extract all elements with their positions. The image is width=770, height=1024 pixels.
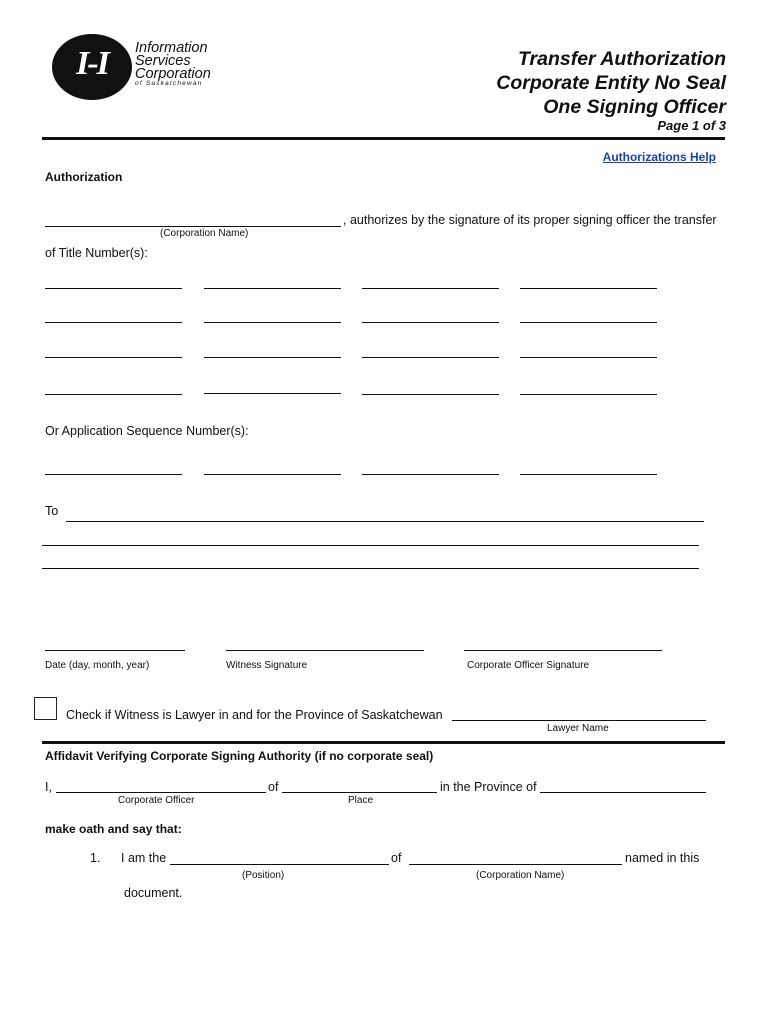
title-number-field[interactable]: [204, 322, 341, 323]
place-field[interactable]: [282, 792, 437, 793]
logo-mark: I-I: [76, 45, 108, 82]
position-caption: (Position): [242, 870, 285, 881]
title-number-field[interactable]: [45, 322, 182, 323]
lawyer-name-field[interactable]: [452, 720, 706, 721]
application-sequence-field[interactable]: [362, 474, 499, 475]
application-sequence-field[interactable]: [520, 474, 657, 475]
affidavit-of-label: of: [268, 780, 279, 794]
title-number-field[interactable]: [362, 394, 499, 395]
transferee-field-line-1[interactable]: [66, 521, 704, 522]
title-number-field[interactable]: [362, 322, 499, 323]
position-field[interactable]: [170, 864, 389, 865]
application-sequence-field[interactable]: [45, 474, 182, 475]
oath-statement: make oath and say that:: [45, 822, 182, 836]
affidavit-i-label: I,: [45, 780, 52, 794]
form-subtitle-officer: One Signing Officer: [543, 96, 726, 118]
to-label: To: [45, 504, 59, 518]
lawyer-name-caption: Lawyer Name: [547, 723, 609, 734]
application-sequence-label: Or Application Sequence Number(s):: [45, 424, 249, 438]
logo-line-saskatchewan: of Saskatchewan: [135, 80, 203, 87]
title-number-field[interactable]: [45, 394, 182, 395]
title-number-field[interactable]: [362, 357, 499, 358]
authorization-heading: Authorization: [45, 170, 123, 184]
affidavit-province-label: in the Province of: [440, 780, 537, 794]
witness-is-lawyer-label: Check if Witness is Lawyer in and for the Province of Saskatchewan: [66, 708, 443, 722]
title-number-field[interactable]: [520, 394, 657, 395]
item-text: I am the: [121, 851, 167, 865]
corporate-officer-signature-field[interactable]: [464, 650, 662, 651]
witness-signature-field[interactable]: [226, 650, 424, 651]
title-number-field[interactable]: [204, 357, 341, 358]
title-number-field[interactable]: [45, 357, 182, 358]
corporation-name-caption: (Corporation Name): [160, 228, 249, 239]
corporation-name-field[interactable]: [45, 226, 341, 227]
title-number-field[interactable]: [204, 393, 341, 394]
title-number-field[interactable]: [362, 288, 499, 289]
logo-line-corporation: Corporation: [135, 66, 211, 82]
form-subtitle-entity: Corporate Entity No Seal: [496, 72, 726, 94]
item-corporation-caption: (Corporation Name): [476, 870, 565, 881]
title-number-field[interactable]: [520, 288, 657, 289]
item-of-label: of: [391, 851, 402, 865]
application-sequence-field[interactable]: [204, 474, 341, 475]
corporate-officer-name-field[interactable]: [56, 792, 266, 793]
affidavit-heading: Affidavit Verifying Corporate Signing Authority (if no corporate seal): [45, 749, 434, 763]
transferee-field-line-2[interactable]: [42, 545, 699, 546]
title-number-field[interactable]: [45, 288, 182, 289]
page-indicator: Page 1 of 3: [657, 118, 726, 133]
transferee-field-line-3[interactable]: [42, 568, 699, 569]
date-field[interactable]: [45, 650, 185, 651]
item-named-label: named in this: [625, 851, 700, 865]
title-number-field[interactable]: [520, 322, 657, 323]
corporate-officer-caption: Corporate Officer: [118, 795, 195, 806]
header-divider: [42, 137, 725, 140]
affidavit-divider: [42, 741, 725, 744]
authorizations-help-link[interactable]: Authorizations Help: [602, 150, 716, 164]
province-field[interactable]: [540, 792, 706, 793]
logo-line-information: Information: [135, 40, 208, 56]
item-corporation-name-field[interactable]: [409, 864, 622, 865]
authorization-sentence: , authorizes by the signature of its proper signing officer the transfer: [343, 213, 717, 227]
date-caption: Date (day, month, year): [45, 660, 150, 671]
title-number-field[interactable]: [204, 288, 341, 289]
witness-signature-caption: Witness Signature: [226, 660, 308, 671]
document-word: document.: [124, 886, 183, 900]
logo-line-services: Services: [135, 53, 191, 69]
form-title: Transfer Authorization: [517, 48, 726, 70]
place-caption: Place: [348, 795, 374, 806]
item-number: 1.: [90, 851, 101, 865]
title-numbers-label: of Title Number(s):: [45, 246, 148, 260]
title-number-field[interactable]: [520, 357, 657, 358]
officer-signature-caption: Corporate Officer Signature: [467, 660, 590, 671]
witness-is-lawyer-checkbox[interactable]: [34, 697, 57, 720]
